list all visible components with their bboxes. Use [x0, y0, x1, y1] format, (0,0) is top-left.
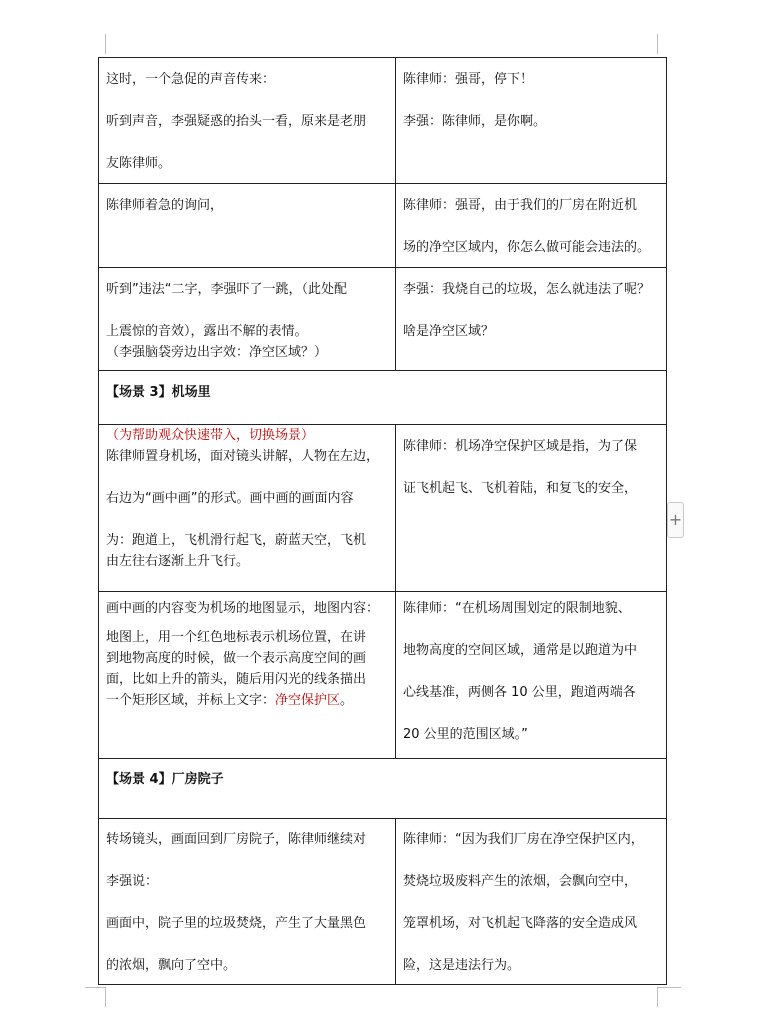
description-line: 听到”违法“二字，李强吓了一跳，（此处配: [106, 282, 347, 297]
description-line: （李强脑袋旁边出字效：净空区域？）: [106, 345, 328, 360]
description-line: 听到声音，李强疑惑的抬头一看，原来是老朋: [106, 114, 367, 129]
dialogue-cell: [396, 58, 667, 184]
description-line: 由左往右逐渐上升飞行。: [106, 554, 250, 569]
scene-heading: 【场景 4】厂房院子: [106, 772, 224, 787]
dialogue-line: 险，这是违法行为。: [403, 958, 521, 973]
dialogue-line: 焚烧垃圾废料产生的浓烟，会飘向空中，: [403, 874, 638, 889]
scene-description-cell: [99, 425, 396, 592]
dialogue-line: 场的净空区域内，你怎么做可能会违法的。: [403, 240, 651, 255]
table-row: [99, 819, 667, 985]
crop-mark: [105, 987, 106, 1007]
table-row: [99, 759, 667, 819]
scene-description-cell: [99, 819, 396, 985]
dialogue-line: 陈律师：“在机场周围划定的限制地貌、: [403, 601, 631, 616]
description-text: 。: [340, 693, 354, 708]
dialogue-cell: [396, 184, 667, 268]
scene-description-cell: [99, 58, 396, 184]
crop-mark: [105, 34, 106, 54]
description-line: 地图上，用一个红色地标表示机场位置，在讲: [106, 630, 367, 645]
dialogue-line: 陈律师：强哥，由于我们的厂房在附近机: [403, 198, 638, 213]
dialogue-line: 20 公里的范围区域。”: [403, 727, 528, 742]
dialogue-line: 心线基准，两侧各 10 公里，跑道两端各: [403, 685, 636, 700]
highlight-keyword: 净空保护区: [275, 693, 341, 708]
scene-heading: 【场景 3】机场里: [106, 385, 211, 400]
table-row: [99, 425, 667, 592]
dialogue-cell: [396, 819, 667, 985]
script-table: [98, 57, 667, 985]
crop-mark: [657, 987, 658, 1007]
dialogue-line: 啥是净空区域？: [403, 324, 495, 339]
description-line: 陈律师着急的询问，: [106, 198, 224, 213]
dialogue-line: 陈律师：机场净空保护区域是指，为了保: [403, 439, 638, 454]
description-line: 到地物高度的时候，做一个表示高度空间的画: [106, 651, 367, 666]
scene-description-cell: [99, 592, 396, 759]
description-line: 转场镜头，画面回到厂房院子，陈律师继续对: [106, 832, 367, 847]
dialogue-line: 李强：我烧自己的垃圾，怎么就违法了呢？: [403, 282, 651, 297]
table-row: [99, 371, 667, 425]
scene-description-cell: [99, 184, 396, 268]
table-row: [99, 592, 667, 759]
description-line: 画面中，院子里的垃圾焚烧，产生了大量黑色: [106, 916, 367, 931]
table-row: [99, 268, 667, 371]
crop-mark: [657, 34, 658, 54]
description-line: 右边为“画中画”的形式。画中画的画面内容: [106, 491, 354, 506]
scene-heading-cell: [99, 371, 667, 425]
crop-mark: [85, 987, 105, 988]
dialogue-line: 地物高度的空间区域，通常是以跑道为中: [403, 643, 638, 658]
dialogue-line: 笼罩机场，对飞机起飞降落的安全造成风: [403, 916, 638, 931]
dialogue-line: 证飞机起飞、飞机着陆，和复飞的安全，: [403, 481, 638, 496]
dialogue-cell: [396, 425, 667, 592]
description-line: [106, 690, 388, 711]
description-line: 友陈律师。: [106, 156, 172, 171]
description-line: 面，比如上升的箭头，随后用闪光的线条描出: [106, 672, 367, 687]
scene-heading-cell: [99, 759, 667, 819]
dialogue-line: 陈律师：强哥，停下！: [403, 72, 534, 87]
dialogue-cell: [396, 268, 667, 371]
dialogue-line: 李强：陈律师，是你啊。: [403, 114, 547, 129]
description-line: 上震惊的音效），露出不解的表情。: [106, 324, 308, 339]
dialogue-cell: [396, 592, 667, 759]
description-line: 陈律师置身机场，面对镜头讲解，人物在左边，: [106, 449, 380, 464]
description-text: 一个矩形区域，并标上文字：: [106, 693, 276, 708]
description-line: 为：跑道上，飞机滑行起飞，蔚蓝天空，飞机: [106, 533, 367, 548]
add-content-icon[interactable]: +: [667, 502, 684, 538]
scene-description-cell: [99, 268, 396, 371]
dialogue-line: 陈律师：“因为我们厂房在净空保护区内，: [403, 832, 644, 847]
direction-note: （为帮助观众快速带入，切换场景）: [106, 428, 315, 443]
table-row: [99, 58, 667, 184]
table-row: [99, 184, 667, 268]
description-line: 李强说：: [106, 874, 159, 889]
description-line: 的浓烟，飘向了空中。: [106, 958, 237, 973]
crop-mark: [657, 987, 681, 988]
description-line: 画中画的内容变为机场的地图显示，地图内容：: [106, 601, 380, 616]
description-line: 这时，一个急促的声音传来：: [106, 72, 276, 87]
